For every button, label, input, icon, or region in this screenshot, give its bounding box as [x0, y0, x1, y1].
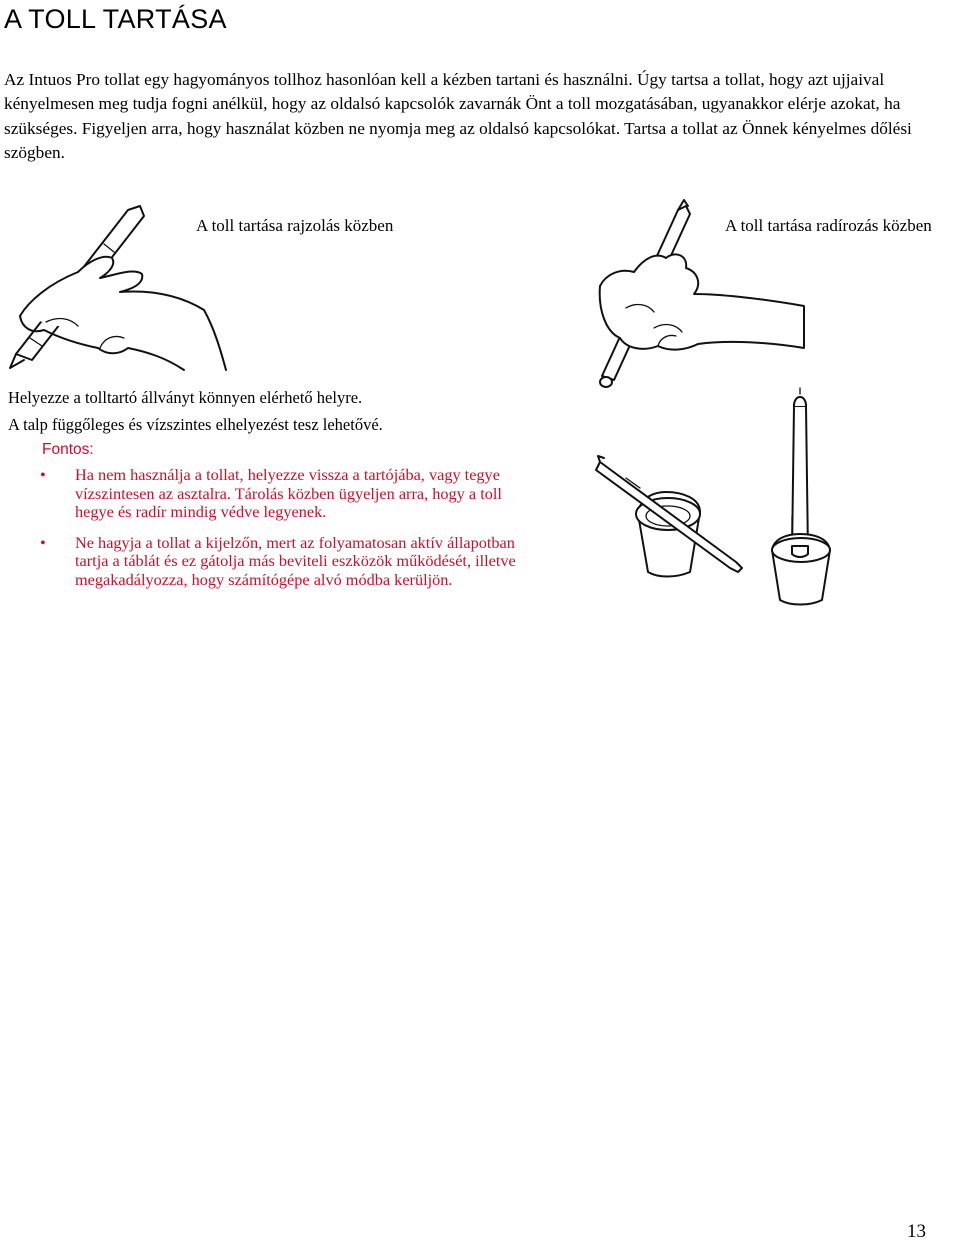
pen-stand-vertical-illustration [768, 386, 834, 608]
bullet-icon: • [40, 532, 46, 552]
bullet-icon: • [40, 465, 46, 484]
stand-orientation-text: A talp függőleges és vízszintes elhelyezést tesz lehetővé. [8, 415, 383, 434]
pen-drawing-grip-illustration [8, 198, 228, 376]
page-number: 13 [907, 1221, 926, 1242]
pen-stand-horizontal-illustration [596, 452, 748, 580]
list-item-text: Ne hagyja a tollat a kijelzőn, mert az folyamatosan aktív állapotban tartja a táblát és ez gátolja más beviteli eszközök működését, illetve megakadályozza, hogy számítógépe alvó módba kerüljön. [75, 532, 516, 589]
intro-paragraph: Az Intuos Pro tollat egy hagyományos tollhoz hasonlóan kell a kézben tartani és használni. Úgy tartsa a tollat, hogy azt ujjaival kényelmesen meg tudja fogni anélkül, hogy az oldalsó kapcsolók zavarnák Önt a toll mozgatásában, ugyanakkor elérje azokat, ha szükséges. Figyeljen arra, hogy használat közben ne nyomja meg az oldalsó kapcsolókat. Tartsa a tollat az Önnek kényelmes dőlési szögben. [4, 70, 912, 163]
stand-placement-text: Helyezze a tolltartó állványt könnyen elérhető helyre. [8, 388, 363, 407]
list-item [40, 466, 540, 522]
list-item-text: Ha nem használja a tollat, helyezze vissza a tartójába, vagy tegye vízszintesen az asztalra. Tárolás közben ügyeljen arra, hogy a toll hegye és radír mindig védve legyenek. [75, 465, 502, 521]
page-title: A TOLL TARTÁSA [4, 4, 227, 34]
important-label: Fontos: [42, 441, 94, 458]
drawing-caption: A toll tartása rajzolás közben [196, 216, 394, 235]
erasing-caption: A toll tartása radírozás közben [725, 216, 932, 235]
list-item [40, 534, 540, 590]
important-list [40, 466, 540, 601]
